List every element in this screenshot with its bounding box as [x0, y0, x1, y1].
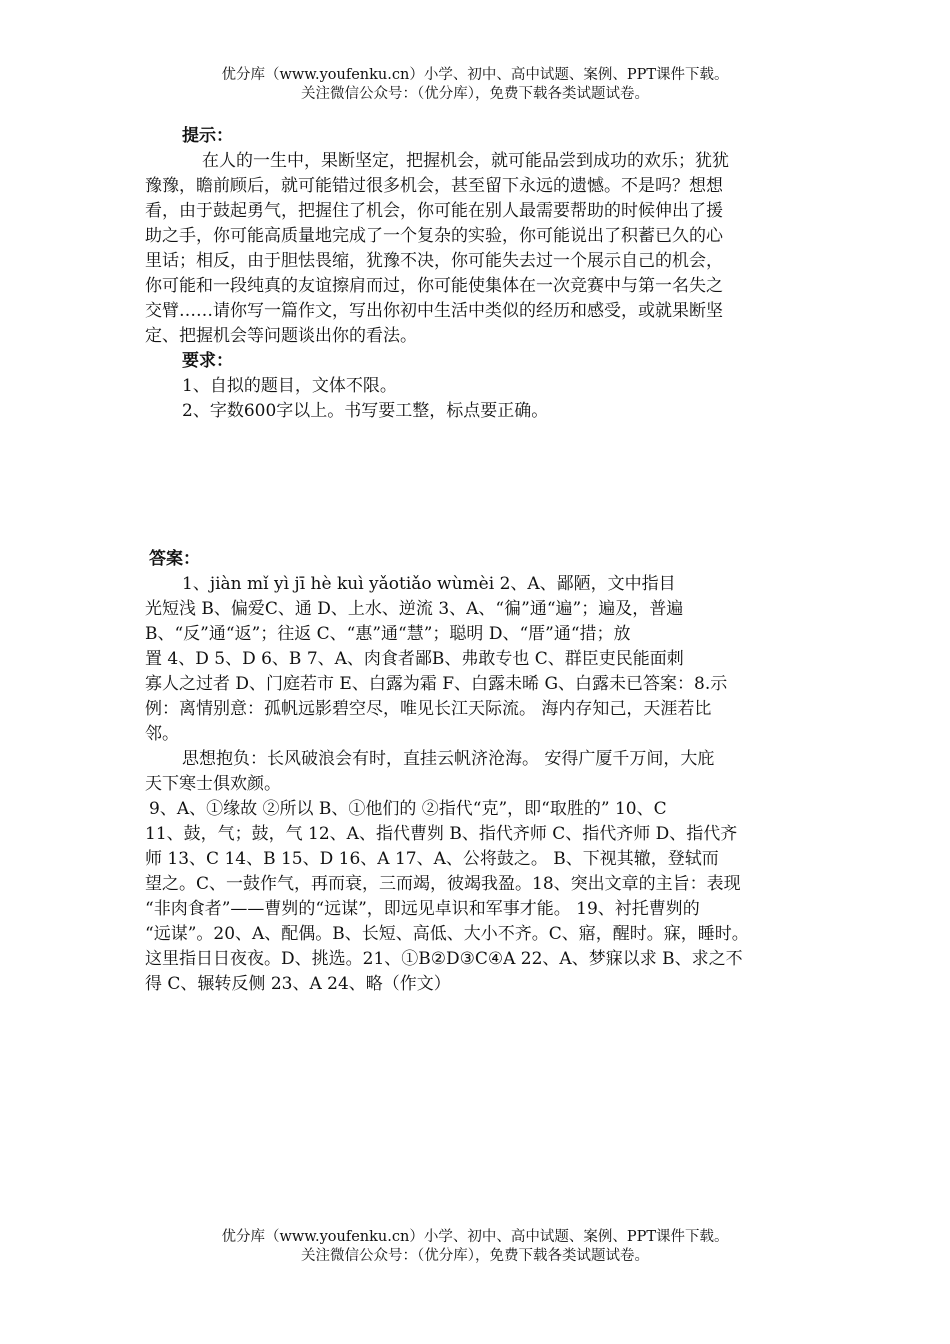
- answer-line: 得 C、辗转反侧 23、A 24、略（作文）: [145, 974, 451, 994]
- answer-line: 望之。C、一鼓作气，再而衰，三而竭，彼竭我盈。18、突出文章的主旨：表现: [145, 874, 741, 894]
- answers-title: 答案：: [149, 549, 200, 569]
- answer-line: 寡人之过者 D、门庭若市 E、白露为霜 F、白露未晞 G、白露未已答案：8.示: [145, 674, 728, 694]
- answer-line: 天下寒士俱欢颜。: [145, 774, 281, 794]
- hint-line: 定、把握机会等问题谈出你的看法。: [145, 326, 417, 346]
- page-footer: [0, 1228, 950, 1266]
- answer-line: 邻。: [145, 724, 179, 744]
- header-line-2: 关注微信公众号：（优分库），免费下载各类试题试卷。: [301, 86, 649, 102]
- answer-line: 置 4、D 5、D 6、B 7、A、肉食者鄙B、弗敢专也 C、群臣吏民能面刺: [145, 649, 684, 669]
- requirements-title: 要求：: [182, 351, 233, 371]
- answer-line: “非肉食者”——曹刿的“远谋”，即远见卓识和军事才能。 19、衬托曹刿的: [145, 899, 700, 919]
- hint-section: [145, 124, 810, 424]
- hint-line: 豫豫，瞻前顾后，就可能错过很多机会，甚至留下永远的遗憾。不是吗？想想: [145, 176, 723, 196]
- hint-line: 看，由于鼓起勇气，把握住了机会，你可能在别人最需要帮助的时候伸出了援: [145, 201, 723, 221]
- hint-line: 在人的一生中，果断坚定，把握机会，就可能品尝到成功的欢乐；犹犹: [202, 151, 729, 171]
- requirement-item: 2、字数600字以上。书写要工整，标点要正确。: [182, 401, 549, 421]
- hint-line: 助之手，你可能高质量地完成了一个复杂的实验，你可能说出了积蓄已久的心: [145, 226, 723, 246]
- answer-line: 光短浅 B、偏爱C、通 D、上水、逆流 3、A、“徧”通“遍”；遍及，普遍: [145, 599, 684, 619]
- hint-title: 提示：: [182, 126, 233, 146]
- answer-line: 师 13、C 14、B 15、D 16、A 17、A、公将鼓之。 B、下视其辙，登轼而: [145, 849, 719, 869]
- hint-line: 你可能和一段纯真的友谊擦肩而过，你可能使集体在一次竞赛中与第一名失之: [145, 276, 723, 296]
- answer-line: B、“反”通“返”；往返 C、“惠”通“慧”；聪明 D、“厝”通“措；放: [145, 624, 631, 644]
- footer-line-1: 优分库（www.youfenku.cn）小学、初中、高中试题、案例、PPT课件下载。: [221, 1229, 729, 1245]
- hint-line: 里话；相反，由于胆怯畏缩，犹豫不决，你可能失去过一个展示自己的机会，: [145, 251, 723, 271]
- answer-line: 9、A、①缘故 ②所以 B、①他们的 ②指代“克”，即“取胜的” 10、C: [149, 799, 667, 819]
- answer-line: 例：离情别意：孤帆远影碧空尽，唯见长江天际流。 海内存知己，天涯若比: [145, 699, 712, 719]
- answer-line: 11、鼓，气；鼓，气 12、A、指代曹刿 B、指代齐师 C、指代齐师 D、指代齐: [145, 824, 738, 844]
- answers-section: [145, 547, 810, 997]
- answer-line: 这里指日日夜夜。D、挑选。21、①B②D③C④A 22、A、梦寐以求 B、求之不: [145, 949, 743, 969]
- header-line-1: 优分库（www.youfenku.cn）小学、初中、高中试题、案例、PPT课件下载。: [221, 67, 729, 83]
- footer-line-2: 关注微信公众号：（优分库），免费下载各类试题试卷。: [301, 1248, 649, 1264]
- answer-line: 思想抱负：长风破浪会有时，直挂云帆济沧海。 安得广厦千万间，大庇: [182, 749, 715, 769]
- answer-line: “远谋”。20、A、配偶。B、长短、高低、大小不齐。C、寤，醒时。寐，睡时。: [145, 924, 749, 944]
- requirement-item: 1、自拟的题目，文体不限。: [182, 376, 397, 396]
- page-header: [0, 66, 950, 104]
- answer-line: 1、jiàn mǐ yì jī hè kuì yǎotiǎo wùmèi 2、A、鄙陋，文中指目: [182, 574, 676, 594]
- hint-line: 交臂……请你写一篇作文，写出你初中生活中类似的经历和感受，或就果断坚: [145, 301, 723, 321]
